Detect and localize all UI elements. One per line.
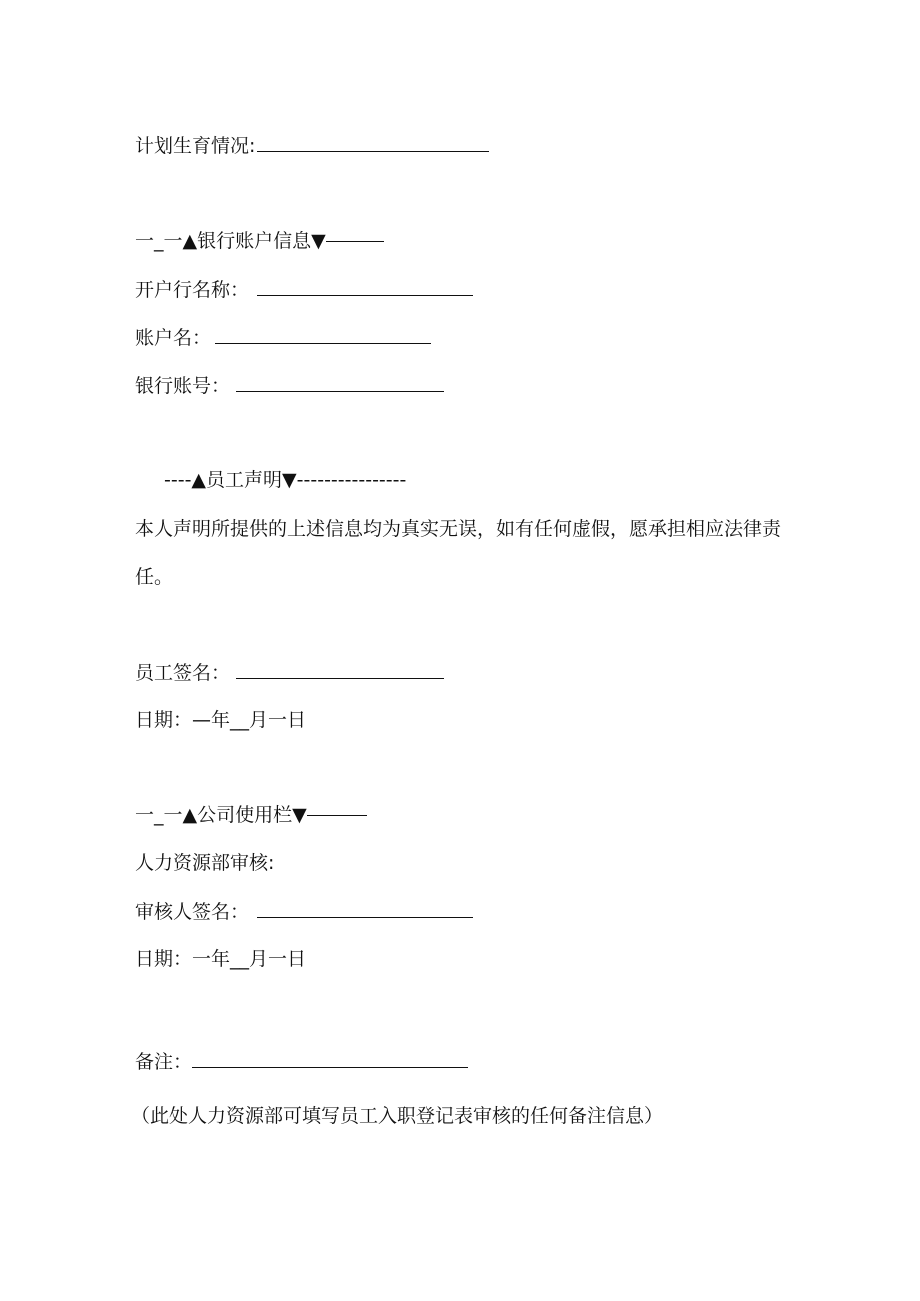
employee-signature-label: 员工签名： — [135, 662, 231, 684]
declaration-text-line-2 — [135, 563, 173, 591]
company-header-rule — [307, 815, 367, 816]
family-planning-field[interactable] — [257, 131, 489, 152]
company-section-header — [135, 801, 367, 829]
company-header-title: ▲公司使用栏▼ — [182, 804, 307, 826]
reviewer-signature-label: 审核人签名： — [135, 901, 250, 923]
declaration-text-1: 本人声明所提供的上述信息均为真实无误，如有任何虚假，愿承担相应法律责 — [135, 518, 782, 540]
remarks-note: （此处人力资源部可填写员工入职登记表审核的任何备注信息） — [131, 1105, 664, 1127]
reviewer-signature-field[interactable] — [257, 897, 473, 918]
account-number-label: 银行账号： — [135, 375, 231, 397]
bank-header-rule — [326, 241, 384, 242]
employee-signature-field[interactable] — [236, 658, 444, 679]
employee-date-row — [135, 706, 306, 734]
remarks-row — [135, 1047, 468, 1075]
bank-name-label: 开户行名称： — [135, 279, 250, 301]
account-name-field[interactable] — [215, 323, 431, 344]
bank-header-title: ▲银行账户信息▼ — [182, 230, 326, 252]
company-date[interactable]: 日期：一年__月一日 — [135, 948, 307, 970]
company-header-prefix: 一_一 — [135, 804, 183, 826]
remarks-label: 备注： — [135, 1051, 193, 1073]
account-name-label: 账户名： — [135, 327, 212, 349]
hr-review-label: 人力资源部审核: — [135, 852, 275, 874]
employee-date[interactable]: 日期：—年__月一日 — [135, 709, 307, 731]
account-number-field[interactable] — [236, 371, 444, 392]
account-name-row — [135, 323, 431, 351]
declaration-section-header — [164, 466, 406, 494]
bank-name-row — [135, 275, 473, 303]
bank-section-header — [135, 227, 384, 255]
remarks-field[interactable] — [192, 1047, 468, 1068]
family-planning-row — [135, 131, 489, 159]
hr-review-row — [135, 849, 274, 877]
declaration-header: ----▲员工声明▼---------------- — [164, 469, 407, 491]
company-date-row — [135, 945, 306, 973]
reviewer-signature-row — [135, 897, 473, 925]
bank-header-prefix: 一_一 — [135, 230, 183, 252]
remarks-note-row — [131, 1102, 663, 1130]
bank-name-field[interactable] — [257, 275, 473, 296]
employee-signature-row — [135, 658, 444, 686]
declaration-text-2: 任。 — [135, 566, 174, 588]
account-number-row — [135, 371, 444, 399]
family-planning-label: 计划生育情况: — [135, 135, 256, 157]
declaration-text-line-1 — [135, 515, 781, 543]
